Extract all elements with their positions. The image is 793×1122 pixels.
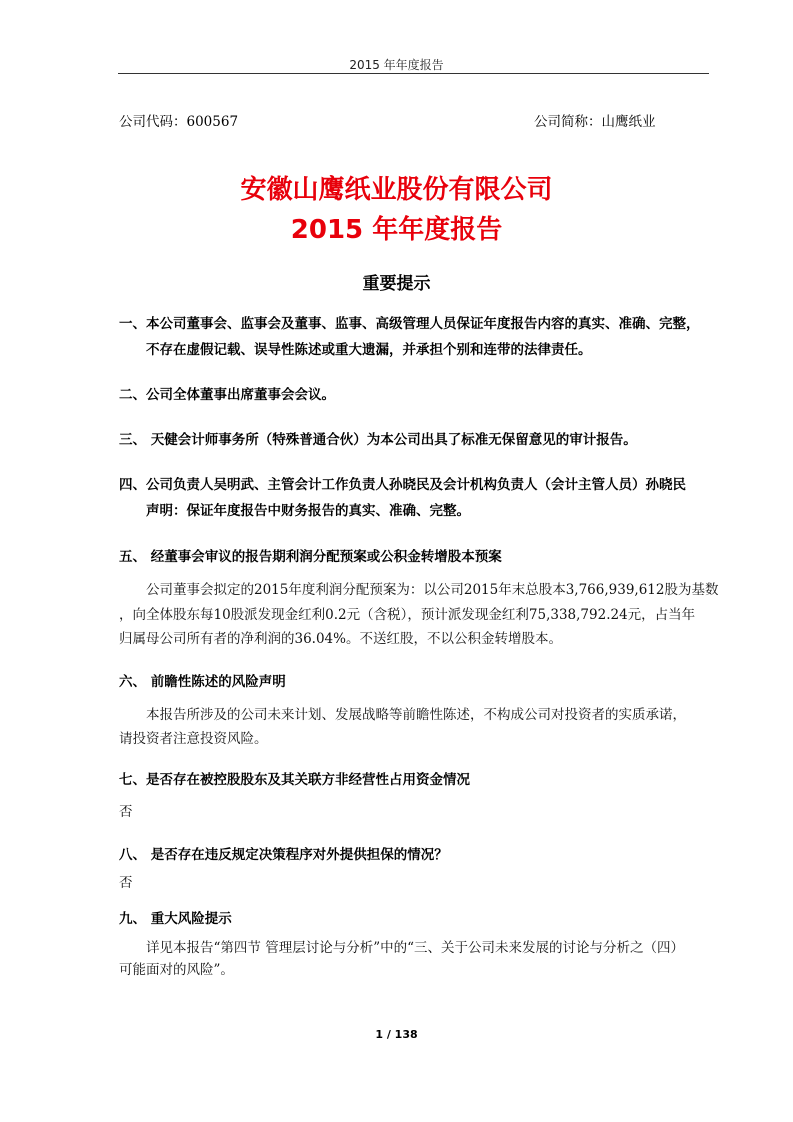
company-short-name: 公司简称：山鹰纸业 [534, 114, 656, 130]
company-code: 公司代码：600567 [119, 114, 239, 130]
section-9-body-1: 详见本报告“第四节 管理层讨论与分析”中的“三、关于公司未来发展的讨论与分析之（四） [146, 940, 684, 956]
section-5-body-2: ，向全体股东每10股派发现金红利0.2元（含税），预计派发现金红利75,338,792.24元，占当年 [119, 607, 696, 623]
section-7-answer: 否 [119, 804, 133, 820]
section-6-heading: 六、 前瞻性陈述的风险声明 [119, 674, 286, 690]
important-notice-heading: 重要提示 [362, 274, 431, 294]
section-3: 三、 天健会计师事务所（特殊普通合伙）为本公司出具了标准无保留意见的审计报告。 [119, 432, 637, 448]
header-rule [118, 73, 709, 74]
section-4-line-1: 四、公司负责人吴明武、主管会计工作负责人孙晓民及会计机构负责人（会计主管人员）孙晓民 [119, 477, 686, 493]
running-header: 2015 年年度报告 [349, 58, 444, 72]
report-title: 2015 年年度报告 [290, 215, 503, 245]
section-1-line-1: 一、本公司董事会、监事会及董事、监事、高级管理人员保证年度报告内容的真实、准确、完整， [119, 316, 700, 332]
section-5-heading: 五、 经董事会审议的报告期利润分配预案或公积金转增股本预案 [119, 549, 502, 565]
section-9-heading: 九、 重大风险提示 [119, 911, 232, 927]
section-6-body-2: 请投资者注意投资风险。 [119, 731, 268, 747]
section-1-line-2: 不存在虚假记载、误导性陈述或重大遗漏，并承担个别和连带的法律责任。 [146, 342, 592, 358]
section-4-line-2: 声明：保证年度报告中财务报告的真实、准确、完整。 [146, 503, 470, 519]
section-8-answer: 否 [119, 875, 133, 891]
section-8-heading: 八、 是否存在违反规定决策程序对外提供担保的情况？ [119, 847, 448, 863]
page-number: 1 / 138 [375, 1028, 418, 1041]
section-6-body-1: 本报告所涉及的公司未来计划、发展战略等前瞻性陈述，不构成公司对投资者的实质承诺， [146, 707, 686, 723]
section-9-body-2: 可能面对的风险”。 [119, 962, 234, 978]
company-title: 安徽山鹰纸业股份有限公司 [240, 175, 553, 205]
section-5-body-1: 公司董事会拟定的2015年度利润分配预案为：以公司2015年末总股本3,766,939,612股为基数 [146, 582, 719, 598]
section-7-heading: 七、是否存在被控股股东及其关联方非经营性占用资金情况 [119, 772, 470, 788]
section-5-body-3: 归属母公司所有者的净利润的36.04%。不送红股，不以公积金转增股本。 [119, 631, 562, 647]
section-2: 二、公司全体董事出席董事会会议。 [119, 387, 335, 403]
